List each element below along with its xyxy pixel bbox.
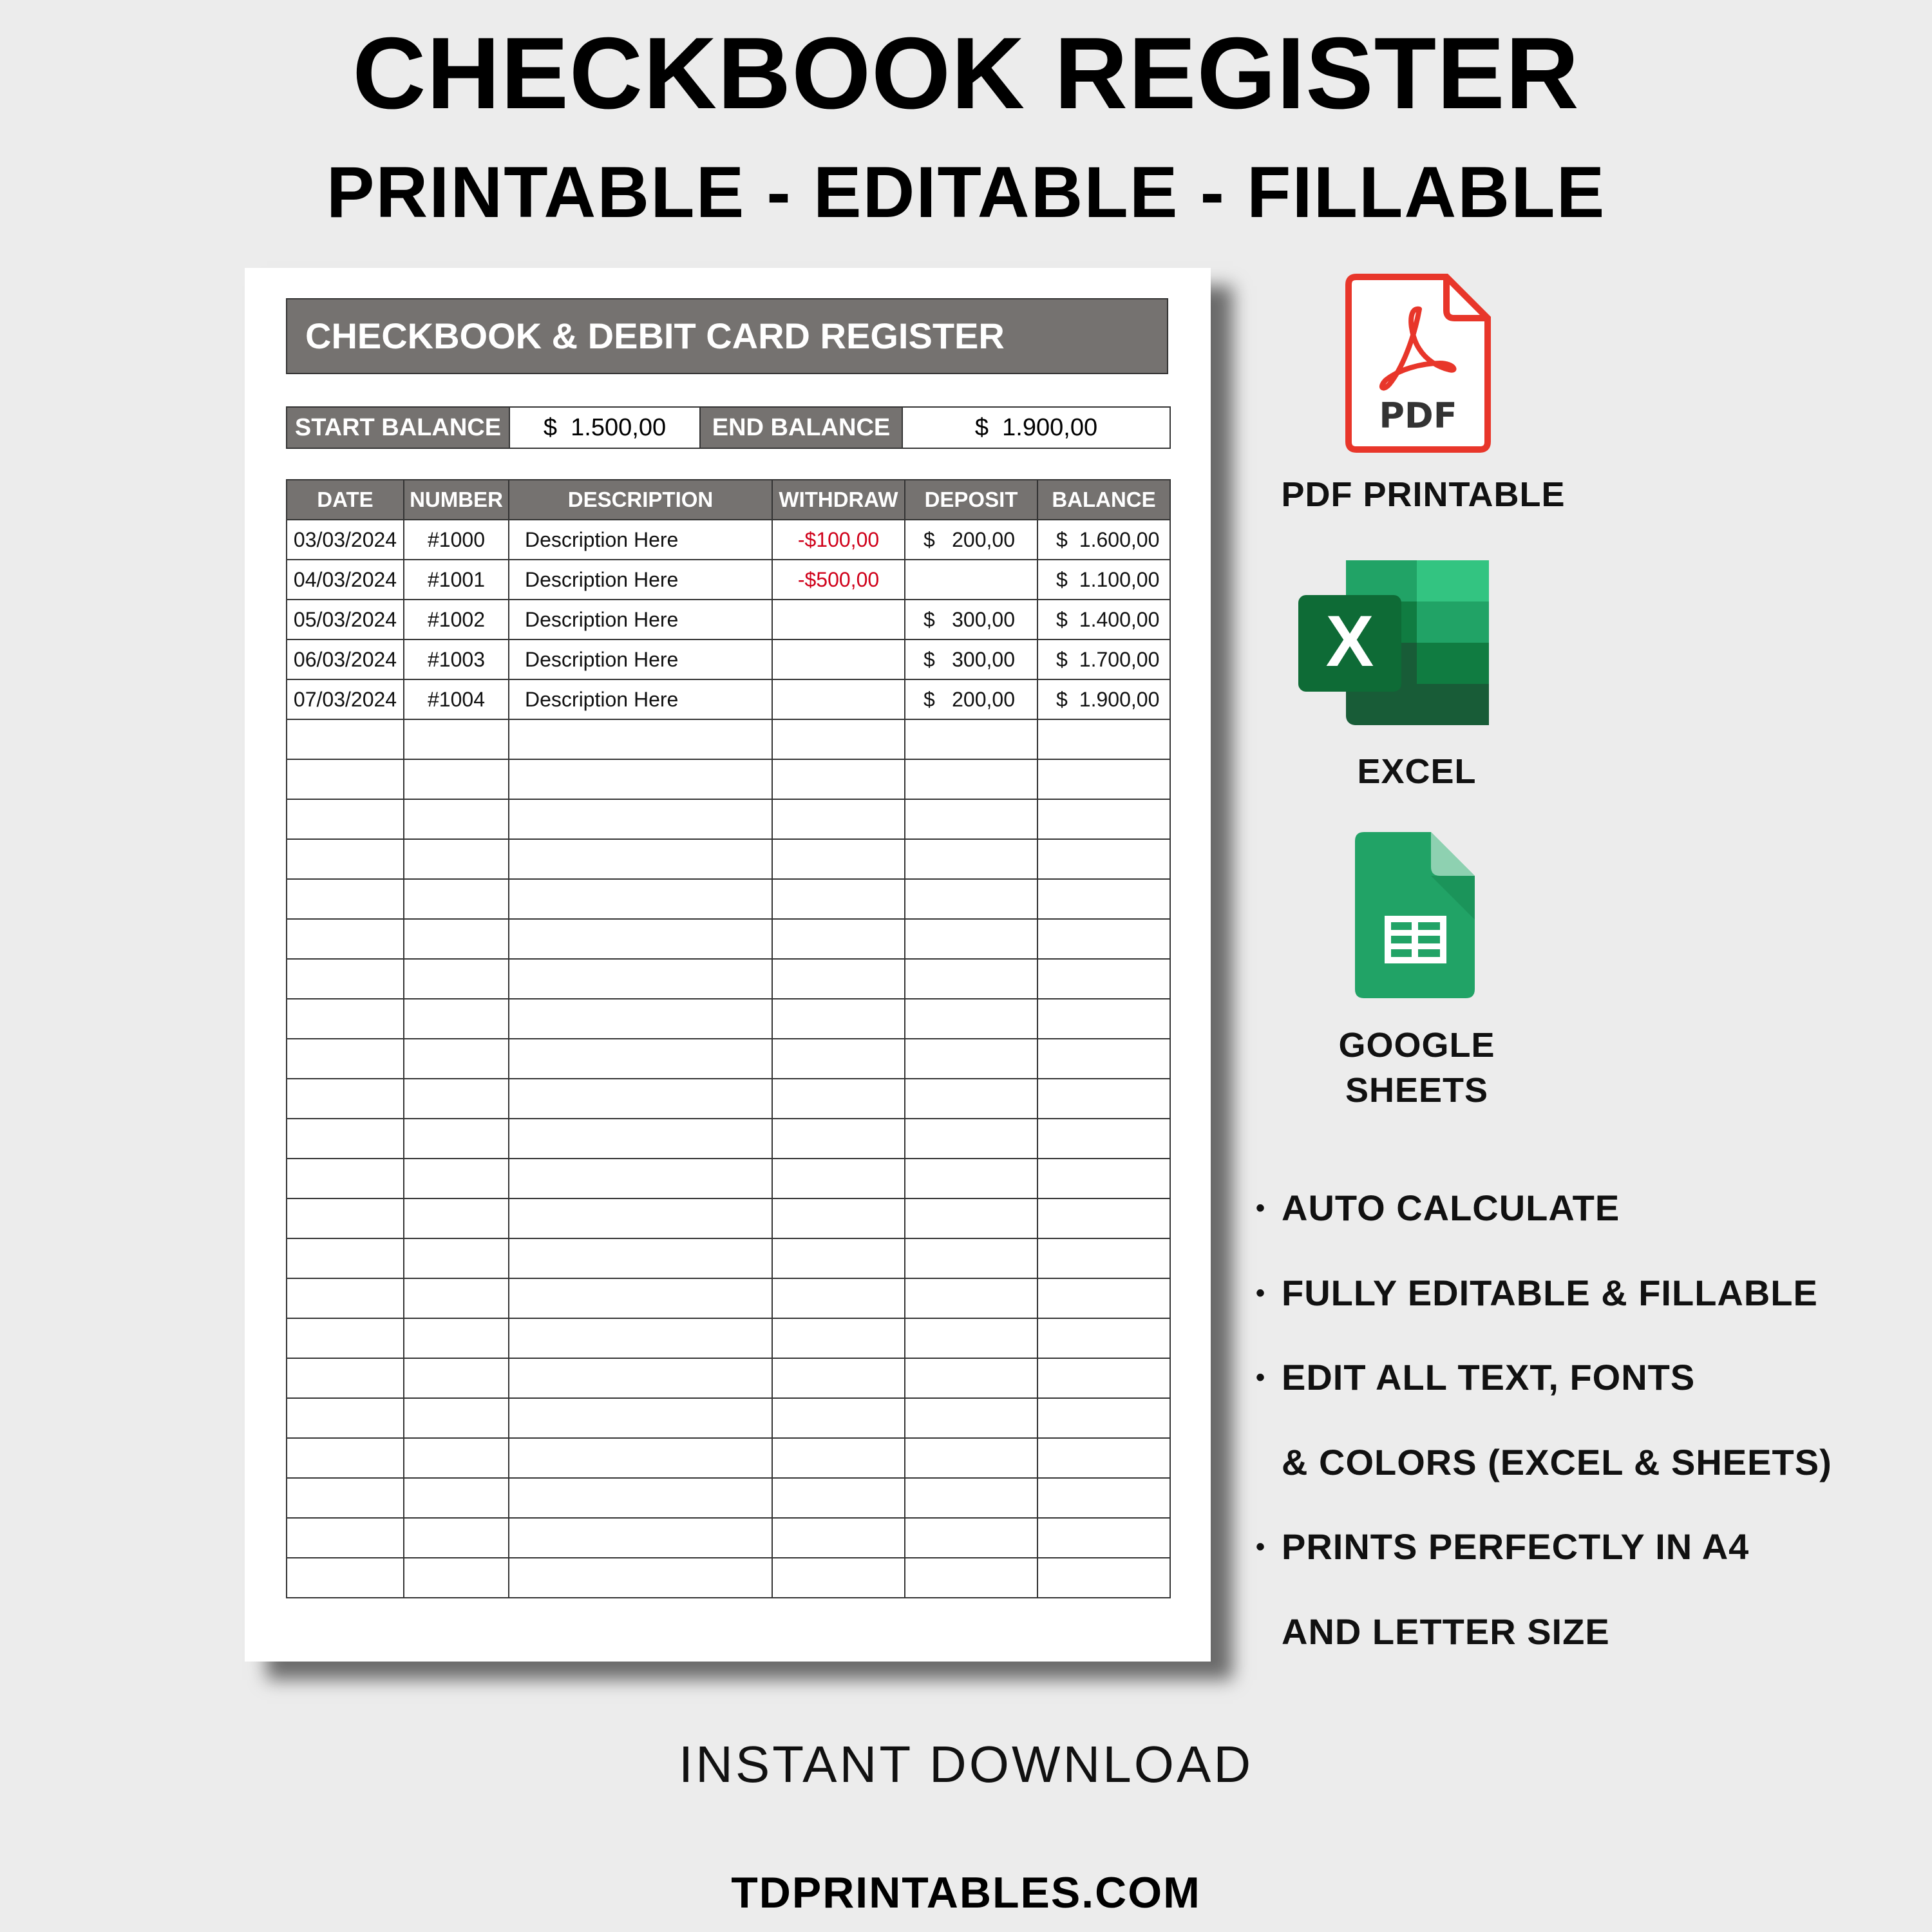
cell-date[interactable] — [287, 799, 404, 839]
cell-date[interactable] — [287, 919, 404, 959]
cell-withdraw[interactable] — [772, 1079, 905, 1119]
cell-deposit[interactable] — [905, 999, 1037, 1039]
cell-balance[interactable] — [1037, 1398, 1170, 1438]
google-sheets-label-line2: SHEETS — [1345, 1071, 1489, 1110]
cell-description[interactable] — [509, 919, 772, 959]
empty-table-row — [287, 759, 1170, 799]
cell-withdraw[interactable] — [772, 999, 905, 1039]
cell-number[interactable]: #1001 — [404, 560, 509, 600]
cell-date[interactable]: 05/03/2024 — [287, 600, 404, 639]
empty-table-row — [287, 1079, 1170, 1119]
google-sheets-label-line1: GOOGLE — [1338, 1026, 1495, 1065]
cell-number[interactable] — [404, 799, 509, 839]
cell-description[interactable] — [509, 1558, 772, 1598]
cell-deposit[interactable] — [905, 1318, 1037, 1358]
cell-number[interactable] — [404, 1358, 509, 1398]
currency-symbol: $ — [1056, 607, 1068, 631]
col-number-header: NUMBER — [404, 480, 509, 520]
cell-description[interactable] — [509, 1478, 772, 1518]
cell-withdraw[interactable]: -$100,00 — [772, 520, 905, 560]
table-row — [287, 560, 1170, 600]
col-date-header: DATE — [287, 480, 404, 520]
cell-date[interactable] — [287, 1238, 404, 1278]
cell-deposit[interactable] — [905, 1558, 1037, 1598]
cell-number[interactable] — [404, 1079, 509, 1119]
cell-number[interactable] — [404, 1119, 509, 1159]
currency-symbol: $ — [923, 607, 935, 631]
cell-description[interactable] — [509, 1079, 772, 1119]
cell-withdraw[interactable] — [772, 1278, 905, 1318]
cell-description[interactable] — [509, 799, 772, 839]
google-sheets-label — [1249, 1023, 1584, 1113]
deposit-amount: 200,00 — [952, 527, 1015, 551]
website-url: TDPRINTABLES.COM — [731, 1868, 1201, 1917]
cell-deposit[interactable] — [905, 1119, 1037, 1159]
sheet-title: CHECKBOOK & DEBIT CARD REGISTER — [286, 298, 1168, 374]
empty-table-row — [287, 1119, 1170, 1159]
cell-balance[interactable] — [1037, 1119, 1170, 1159]
page-title: CHECKBOOK REGISTER — [352, 17, 1580, 130]
cell-deposit[interactable] — [905, 879, 1037, 919]
cell-withdraw[interactable]: -$500,00 — [772, 560, 905, 600]
col-deposit-header: DEPOSIT — [905, 480, 1037, 520]
excel-label: EXCEL — [1357, 752, 1477, 791]
cell-balance[interactable] — [1037, 839, 1170, 879]
cell-withdraw[interactable] — [772, 1438, 905, 1478]
cell-balance[interactable] — [1037, 1358, 1170, 1398]
col-balance-header: BALANCE — [1037, 480, 1170, 520]
pdf-label: PDF PRINTABLE — [1281, 475, 1566, 514]
balance-amount: 1.100,00 — [1079, 567, 1160, 591]
excel-icon — [1297, 559, 1490, 726]
cell-number[interactable] — [404, 1238, 509, 1278]
empty-table-row — [287, 719, 1170, 759]
cell-balance[interactable] — [1037, 879, 1170, 919]
cell-balance[interactable] — [1037, 1238, 1170, 1278]
feature-item — [1256, 1348, 1926, 1433]
cell-deposit[interactable] — [905, 1039, 1037, 1079]
cell-description[interactable] — [509, 1039, 772, 1079]
cell-date[interactable] — [287, 1278, 404, 1318]
cell-deposit[interactable] — [905, 1398, 1037, 1438]
empty-table-row — [287, 919, 1170, 959]
cell-withdraw[interactable] — [772, 1198, 905, 1238]
instant-download-text: INSTANT DOWNLOAD — [678, 1736, 1254, 1793]
feature-item — [1256, 1517, 1926, 1602]
cell-balance[interactable] — [1037, 520, 1170, 560]
currency-symbol: $ — [1056, 527, 1068, 551]
start-balance-symbol: $ — [543, 413, 558, 441]
feature-item — [1256, 1433, 1926, 1518]
cell-balance[interactable] — [1037, 1278, 1170, 1318]
excel-icon-text: X — [1325, 601, 1374, 681]
cell-withdraw[interactable] — [772, 919, 905, 959]
deposit-amount: 300,00 — [952, 647, 1015, 671]
cell-date[interactable] — [287, 1119, 404, 1159]
register-table — [286, 479, 1171, 1598]
cell-deposit[interactable] — [905, 639, 1037, 679]
cell-number[interactable] — [404, 1398, 509, 1438]
cell-description[interactable] — [509, 839, 772, 879]
cell-withdraw[interactable] — [772, 1558, 905, 1598]
start-balance-value[interactable] — [509, 407, 700, 448]
cell-deposit[interactable] — [905, 719, 1037, 759]
empty-table-row — [287, 1198, 1170, 1238]
cell-withdraw[interactable] — [772, 639, 905, 679]
deposit-amount: 200,00 — [952, 687, 1015, 711]
empty-table-row — [287, 1278, 1170, 1318]
cell-balance[interactable] — [1037, 959, 1170, 999]
bullet-icon: • — [1256, 1194, 1266, 1222]
cell-description[interactable] — [509, 719, 772, 759]
cell-balance[interactable] — [1037, 1079, 1170, 1119]
cell-balance[interactable] — [1037, 999, 1170, 1039]
cell-number[interactable] — [404, 759, 509, 799]
empty-table-row — [287, 839, 1170, 879]
empty-table-row — [287, 959, 1170, 999]
cell-date[interactable] — [287, 1478, 404, 1518]
pdf-icon-text: PDF — [1379, 395, 1457, 436]
cell-date[interactable] — [287, 879, 404, 919]
cell-date[interactable] — [287, 959, 404, 999]
currency-symbol: $ — [923, 687, 935, 711]
currency-symbol: $ — [1056, 567, 1068, 591]
cell-balance[interactable] — [1037, 1198, 1170, 1238]
register-sheet — [245, 268, 1211, 1662]
cell-deposit[interactable] — [905, 1159, 1037, 1198]
currency-symbol: $ — [923, 647, 935, 671]
cell-balance[interactable] — [1037, 560, 1170, 600]
cell-date[interactable] — [287, 1198, 404, 1238]
cell-withdraw[interactable] — [772, 959, 905, 999]
deposit-amount: 300,00 — [952, 607, 1015, 631]
cell-withdraw[interactable] — [772, 1518, 905, 1558]
cell-number[interactable] — [404, 1278, 509, 1318]
cell-number[interactable] — [404, 719, 509, 759]
currency-symbol: $ — [923, 527, 935, 551]
cell-deposit[interactable] — [905, 1438, 1037, 1478]
google-sheets-icon — [1355, 832, 1475, 998]
cell-description[interactable]: Description Here — [509, 679, 772, 719]
cell-date[interactable] — [287, 999, 404, 1039]
cell-deposit[interactable] — [905, 560, 1037, 600]
cell-balance[interactable] — [1037, 1518, 1170, 1558]
cell-description[interactable] — [509, 1238, 772, 1278]
empty-table-row — [287, 879, 1170, 919]
cell-description[interactable] — [509, 879, 772, 919]
empty-table-row — [287, 1398, 1170, 1438]
cell-date[interactable] — [287, 759, 404, 799]
feature-item — [1256, 1602, 1926, 1687]
feature-list — [1256, 1179, 1926, 1687]
cell-withdraw[interactable] — [772, 1318, 905, 1358]
table-row — [287, 520, 1170, 560]
cell-number[interactable] — [404, 999, 509, 1039]
cell-description[interactable] — [509, 759, 772, 799]
cell-number[interactable]: #1004 — [404, 679, 509, 719]
cell-withdraw[interactable] — [772, 1159, 905, 1198]
cell-description[interactable] — [509, 999, 772, 1039]
cell-number[interactable] — [404, 1478, 509, 1518]
cell-description[interactable]: Description Here — [509, 639, 772, 679]
cell-balance[interactable] — [1037, 1558, 1170, 1598]
empty-table-row — [287, 1159, 1170, 1198]
currency-symbol: $ — [1056, 687, 1068, 711]
cell-withdraw[interactable] — [772, 719, 905, 759]
cell-description[interactable] — [509, 1438, 772, 1478]
cell-deposit[interactable] — [905, 799, 1037, 839]
balance-amount: 1.400,00 — [1079, 607, 1160, 631]
balance-amount: 1.900,00 — [1079, 687, 1160, 711]
cell-withdraw[interactable] — [772, 600, 905, 639]
bullet-icon: • — [1256, 1363, 1266, 1392]
cell-balance[interactable] — [1037, 1438, 1170, 1478]
cell-deposit[interactable] — [905, 959, 1037, 999]
cell-description[interactable]: Description Here — [509, 600, 772, 639]
balance-amount: 1.600,00 — [1079, 527, 1160, 551]
cell-balance[interactable] — [1037, 799, 1170, 839]
cell-number[interactable]: #1003 — [404, 639, 509, 679]
cell-withdraw[interactable] — [772, 759, 905, 799]
cell-number[interactable] — [404, 1438, 509, 1478]
bullet-icon: • — [1256, 1278, 1266, 1307]
cell-balance[interactable] — [1037, 1318, 1170, 1358]
start-balance-amount: 1.500,00 — [571, 413, 667, 441]
cell-deposit[interactable] — [905, 1518, 1037, 1558]
cell-date[interactable] — [287, 1318, 404, 1358]
cell-withdraw[interactable] — [772, 679, 905, 719]
cell-description[interactable] — [509, 1398, 772, 1438]
cell-withdraw[interactable] — [772, 1478, 905, 1518]
currency-symbol: $ — [1056, 647, 1068, 671]
start-balance-label: START BALANCE — [287, 407, 509, 448]
cell-withdraw[interactable] — [772, 1039, 905, 1079]
cell-balance[interactable] — [1037, 759, 1170, 799]
cell-date[interactable] — [287, 839, 404, 879]
cell-number[interactable] — [404, 959, 509, 999]
cell-deposit[interactable] — [905, 679, 1037, 719]
cell-deposit[interactable] — [905, 759, 1037, 799]
cell-description[interactable] — [509, 1518, 772, 1558]
cell-balance[interactable] — [1037, 679, 1170, 719]
cell-balance[interactable] — [1037, 600, 1170, 639]
cell-balance[interactable] — [1037, 719, 1170, 759]
cell-number[interactable]: #1002 — [404, 600, 509, 639]
cell-balance[interactable] — [1037, 1159, 1170, 1198]
cell-description[interactable] — [509, 1198, 772, 1238]
feature-text: PRINTS PERFECTLY IN A4 — [1282, 1526, 1750, 1567]
register-header-row — [287, 480, 1170, 520]
col-withdraw-header: WITHDRAW — [772, 480, 905, 520]
cell-withdraw[interactable] — [772, 839, 905, 879]
cell-number[interactable] — [404, 1198, 509, 1238]
cell-deposit[interactable] — [905, 1478, 1037, 1518]
cell-date[interactable] — [287, 1039, 404, 1079]
page-subtitle: PRINTABLE - EDITABLE - FILLABLE — [326, 152, 1606, 232]
cell-number[interactable]: #1000 — [404, 520, 509, 560]
cell-deposit[interactable] — [905, 520, 1037, 560]
empty-table-row — [287, 1558, 1170, 1598]
empty-table-row — [287, 1518, 1170, 1558]
end-balance-symbol: $ — [974, 413, 989, 441]
empty-table-row — [287, 1358, 1170, 1398]
cell-description[interactable] — [509, 1318, 772, 1358]
cell-deposit[interactable] — [905, 1358, 1037, 1398]
cell-date[interactable] — [287, 1358, 404, 1398]
cell-balance[interactable] — [1037, 639, 1170, 679]
cell-date[interactable] — [287, 1159, 404, 1198]
cell-withdraw[interactable] — [772, 879, 905, 919]
feature-text: & COLORS (EXCEL & SHEETS) — [1282, 1441, 1832, 1482]
cell-date[interactable] — [287, 1398, 404, 1438]
end-balance-value[interactable] — [902, 407, 1170, 448]
cell-deposit[interactable] — [905, 839, 1037, 879]
cell-withdraw[interactable] — [772, 799, 905, 839]
cell-date[interactable] — [287, 1558, 404, 1598]
cell-description[interactable] — [509, 1119, 772, 1159]
empty-table-row — [287, 1438, 1170, 1478]
cell-balance[interactable] — [1037, 1039, 1170, 1079]
cell-date[interactable]: 06/03/2024 — [287, 639, 404, 679]
cell-number[interactable] — [404, 1039, 509, 1079]
bullet-icon: • — [1256, 1533, 1266, 1561]
col-description-header: DESCRIPTION — [509, 480, 772, 520]
cell-balance[interactable] — [1037, 1478, 1170, 1518]
cell-balance[interactable] — [1037, 919, 1170, 959]
cell-withdraw[interactable] — [772, 1358, 905, 1398]
empty-table-row — [287, 1238, 1170, 1278]
cell-number[interactable] — [404, 1159, 509, 1198]
feature-text: FULLY EDITABLE & FILLABLE — [1282, 1272, 1818, 1313]
cell-number[interactable] — [404, 1558, 509, 1598]
table-row — [287, 679, 1170, 719]
empty-table-row — [287, 1478, 1170, 1518]
cell-date[interactable] — [287, 1518, 404, 1558]
cell-number[interactable] — [404, 1318, 509, 1358]
cell-number[interactable] — [404, 1518, 509, 1558]
cell-deposit[interactable] — [905, 1278, 1037, 1318]
cell-deposit[interactable] — [905, 600, 1037, 639]
cell-withdraw[interactable] — [772, 1398, 905, 1438]
feature-text: AND LETTER SIZE — [1282, 1611, 1610, 1652]
pdf-icon — [1343, 273, 1492, 453]
feature-text: EDIT ALL TEXT, FONTS — [1282, 1357, 1696, 1397]
empty-table-row — [287, 1039, 1170, 1079]
cell-deposit[interactable] — [905, 1079, 1037, 1119]
feature-item — [1256, 1264, 1926, 1349]
cell-description[interactable]: Description Here — [509, 560, 772, 600]
table-row — [287, 639, 1170, 679]
cell-description[interactable] — [509, 1358, 772, 1398]
cell-withdraw[interactable] — [772, 1119, 905, 1159]
cell-description[interactable] — [509, 1278, 772, 1318]
empty-table-row — [287, 999, 1170, 1039]
cell-description[interactable]: Description Here — [509, 520, 772, 560]
cell-withdraw[interactable] — [772, 1238, 905, 1278]
cell-deposit[interactable] — [905, 1238, 1037, 1278]
cell-date[interactable]: 07/03/2024 — [287, 679, 404, 719]
cell-description[interactable] — [509, 959, 772, 999]
end-balance-label: END BALANCE — [700, 407, 902, 448]
cell-number[interactable] — [404, 879, 509, 919]
cell-date[interactable]: 03/03/2024 — [287, 520, 404, 560]
feature-text: AUTO CALCULATE — [1282, 1188, 1620, 1228]
cell-date[interactable] — [287, 1079, 404, 1119]
empty-table-row — [287, 799, 1170, 839]
cell-number[interactable] — [404, 919, 509, 959]
cell-date[interactable]: 04/03/2024 — [287, 560, 404, 600]
balance-amount: 1.700,00 — [1079, 647, 1160, 671]
end-balance-amount: 1.900,00 — [1002, 413, 1098, 441]
cell-number[interactable] — [404, 839, 509, 879]
empty-table-row — [287, 1318, 1170, 1358]
cell-date[interactable] — [287, 719, 404, 759]
cell-deposit[interactable] — [905, 1198, 1037, 1238]
cell-date[interactable] — [287, 1438, 404, 1478]
table-row — [287, 600, 1170, 639]
feature-item — [1256, 1179, 1926, 1264]
balance-summary — [286, 406, 1171, 449]
cell-deposit[interactable] — [905, 919, 1037, 959]
cell-description[interactable] — [509, 1159, 772, 1198]
